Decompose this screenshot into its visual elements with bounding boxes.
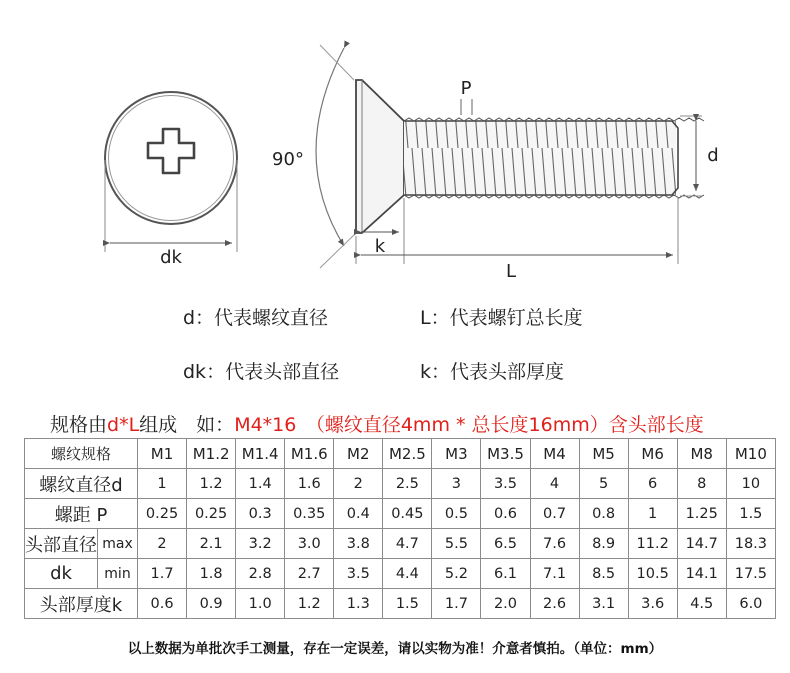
table-cell: 1: [138, 469, 187, 499]
screw-side-view: [272, 45, 719, 282]
spec-prefix: 规格由: [50, 414, 108, 436]
table-cell: 3.5: [334, 559, 383, 589]
table-cell: M8: [677, 439, 726, 469]
diameter-label: 螺纹直径d: [25, 469, 138, 499]
screw-diagram: [0, 0, 790, 290]
table-cell: 3.5: [481, 469, 530, 499]
table-cell: 6: [628, 469, 677, 499]
row-diameter: [25, 469, 776, 499]
table-cell: 7.6: [530, 529, 579, 559]
table-cell: 4.7: [383, 529, 432, 559]
table-cell: 2.7: [285, 559, 334, 589]
table-cell: 0.25: [187, 499, 236, 529]
table-cell: 1.7: [432, 589, 481, 619]
table-cell: 2.5: [383, 469, 432, 499]
table-cell: 3.6: [628, 589, 677, 619]
legend-k: k：代表头部厚度: [420, 361, 565, 383]
table-cell: 3: [432, 469, 481, 499]
table-cell: 1.0: [236, 589, 285, 619]
table-cell: M4: [530, 439, 579, 469]
table-cell: 0.7: [530, 499, 579, 529]
table-cell: 14.1: [677, 559, 726, 589]
spec-suffix: 组成 如：: [139, 414, 235, 436]
table-cell: 6.0: [726, 589, 775, 619]
table-cell: M2: [334, 439, 383, 469]
table-cell: 0.6: [138, 589, 187, 619]
row-head-min: [25, 559, 776, 589]
pitch-label: 螺距 P: [25, 499, 138, 529]
angle-label: 90°: [272, 149, 304, 170]
row-sizes: [25, 439, 776, 469]
table-cell: 1.8: [187, 559, 236, 589]
k-label: k: [374, 236, 386, 257]
table-cell: 2.8: [236, 559, 285, 589]
table-cell: 5.5: [432, 529, 481, 559]
table-cell: M1.4: [236, 439, 285, 469]
table-cell: M5: [579, 439, 628, 469]
spec-description: [50, 410, 704, 437]
phillips-cross-icon: [148, 129, 194, 173]
table-cell: M3: [432, 439, 481, 469]
table-cell: 1.5: [383, 589, 432, 619]
table-cell: 2.1: [187, 529, 236, 559]
head-diameter-sub-label: dk: [25, 559, 98, 589]
table-cell: 4: [530, 469, 579, 499]
table-cell: 1.2: [285, 589, 334, 619]
table-cell: 6.1: [481, 559, 530, 589]
table-cell: 2: [334, 469, 383, 499]
table-cell: 3.0: [285, 529, 334, 559]
table-cell: 0.9: [187, 589, 236, 619]
row-head-thickness: [25, 589, 776, 619]
table-cell: 10.5: [628, 559, 677, 589]
head-diameter-label: 头部直径: [25, 529, 98, 559]
table-cell: 17.5: [726, 559, 775, 589]
table-cell: M1.2: [187, 439, 236, 469]
table-cell: 1.2: [187, 469, 236, 499]
table-cell: 0.8: [579, 499, 628, 529]
spec-format: d*L: [107, 414, 140, 436]
table-cell: M1: [138, 439, 187, 469]
d-label: d: [707, 145, 719, 166]
table-cell: 4.4: [383, 559, 432, 589]
table-cell: 8: [677, 469, 726, 499]
table-cell: 5: [579, 469, 628, 499]
table-cell: M3.5: [481, 439, 530, 469]
header-label: 螺纹规格: [25, 439, 138, 469]
head-thickness-label: 头部厚度k: [25, 589, 138, 619]
table-cell: 1.3: [334, 589, 383, 619]
table-cell: M6: [628, 439, 677, 469]
table-cell: 3.2: [236, 529, 285, 559]
spec-table: [24, 438, 776, 619]
table-cell: 11.2: [628, 529, 677, 559]
pitch-label: P: [460, 78, 472, 99]
table-cell: 0.45: [383, 499, 432, 529]
table-cell: 8.5: [579, 559, 628, 589]
table-cell: 1.4: [236, 469, 285, 499]
table-cell: 0.5: [432, 499, 481, 529]
table-cell: 1.25: [677, 499, 726, 529]
max-label: max: [98, 529, 138, 559]
table-cell: 4.5: [677, 589, 726, 619]
table-cell: 1.7: [138, 559, 187, 589]
legend-d: d：代表螺纹直径: [183, 307, 329, 329]
table-cell: 18.3: [726, 529, 775, 559]
table-cell: 3.1: [579, 589, 628, 619]
legend-L: L：代表螺钉总长度: [420, 307, 583, 329]
row-pitch: [25, 499, 776, 529]
L-label: L: [505, 261, 517, 282]
table-cell: 5.2: [432, 559, 481, 589]
table-cell: 0.3: [236, 499, 285, 529]
spec-example: M4*16 （螺纹直径4mm * 总长度16mm）含头部长度: [234, 414, 704, 436]
table-cell: M2.5: [383, 439, 432, 469]
table-cell: 2: [138, 529, 187, 559]
footer-note: 以上数据为单批次手工测量，存在一定误差，请以实物为准！介意者慎拍。（单位：mm）: [127, 641, 663, 657]
table-cell: 2.6: [530, 589, 579, 619]
screw-head-top-view: [105, 92, 237, 268]
table-cell: M10: [726, 439, 775, 469]
table-cell: 3.8: [334, 529, 383, 559]
table-cell: 2.0: [481, 589, 530, 619]
row-head-max: [25, 529, 776, 559]
table-cell: 0.25: [138, 499, 187, 529]
table-cell: 1: [628, 499, 677, 529]
table-cell: 8.9: [579, 529, 628, 559]
table-cell: 1.6: [285, 469, 334, 499]
table-cell: 0.6: [481, 499, 530, 529]
table-cell: 7.1: [530, 559, 579, 589]
table-cell: 6.5: [481, 529, 530, 559]
table-cell: 0.4: [334, 499, 383, 529]
table-cell: 0.35: [285, 499, 334, 529]
table-cell: 14.7: [677, 529, 726, 559]
legend-dk: dk：代表头部直径: [183, 361, 340, 383]
dk-label: dk: [160, 247, 182, 268]
min-label: min: [98, 559, 138, 589]
table-cell: 1.5: [726, 499, 775, 529]
table-cell: M1.6: [285, 439, 334, 469]
table-cell: 10: [726, 469, 775, 499]
